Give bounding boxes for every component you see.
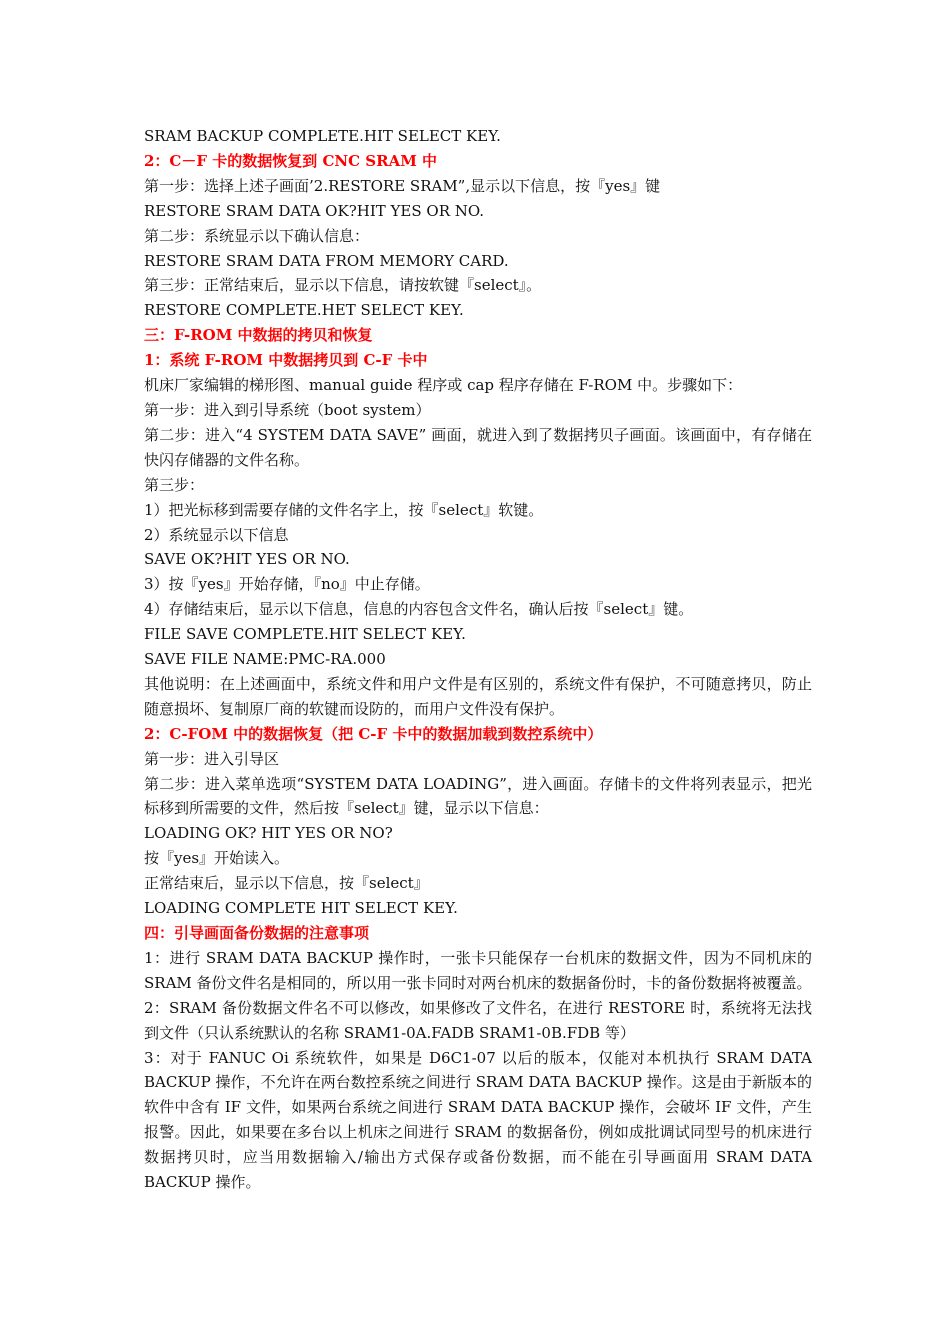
text-line: FILE SAVE COMPLETE.HIT SELECT KEY. [144,625,466,644]
text-line: SAVE FILE NAME:PMC-RA.000 [144,650,386,669]
text-line: 第一步：进入引导区 [144,749,280,768]
text-line: RESTORE COMPLETE.HET SELECT KEY. [144,301,464,320]
text-line: SRAM BACKUP COMPLETE.HIT SELECT KEY. [144,127,501,145]
text-line: 第一步：进入到引导系统（boot system） [144,400,431,419]
document-page [144,124,812,1195]
text-line: 4）存储结束后，显示以下信息，信息的内容包含文件名，确认后按『select』键。 [144,600,694,619]
text-line: LOADING COMPLETE HIT SELECT KEY. [144,899,458,918]
text-line: LOADING OK? HIT YES OR NO? [144,824,393,843]
section-heading: 四：引导画面备份数据的注意事项 [144,924,370,942]
paragraph: 第二步：进入菜单选项“SYSTEM DATA LOADING”，进入画面。存储卡的文件将列表显示，把光标移到所需要的文件，然后按『select』键，显示以下信息： [144,774,812,818]
paragraph: 2：SRAM 备份数据文件名不可以修改，如果修改了文件名，在进行 RESTORE 时，系统将无法找到文件（只认系统默认的名称 SRAM1-0A.FADB SRAM1-0B.FDB 等） [144,998,812,1042]
section-heading: 1：系统 F-ROM 中数据拷贝到 C-F 卡中 [144,351,428,370]
text-line: 1）把光标移到需要存储的文件名字上，按『select』软键。 [144,500,544,519]
section-heading: 2：C-FOM 中的数据恢复（把 C-F 卡中的数据加载到数控系统中） [144,724,603,743]
paragraph: 3：对于 FANUC Oi 系统软件，如果是 D6C1-07 以后的版本，仅能对本机执行 SRAM DATA BACKUP 操作，不允许在两台数控系统之间进行 SRAM DATA BACKUP 操作。这是由于新版本的软件中含有 IF 文件，如果两台系统之间进行 SRAM DATA BACKUP 操作，会破坏 IF 文件，产生报警。因此，如果要在多台以上机床之间进行 SRAM 的数据备份，例如成批调试同型号的机床进行数据拷贝时，应当用数据输入/输出方式保存或备份数据，而不能在引导画面用 SRAM DATA BACKUP 操作。 [144,1048,812,1192]
text-line: 第三步：正常结束后，显示以下信息，请按软键『select』。 [144,276,542,295]
text-line: 3）按『yes』开始存储，『no』中止存储。 [144,575,430,594]
text-line: SAVE OK?HIT YES OR NO. [144,550,350,569]
paragraph: 其他说明：在上述画面中，系统文件和用户文件是有区别的，系统文件有保护，不可随意拷贝，防止随意损坏、复制原厂商的软键而设防的，而用户文件没有保护。 [144,674,812,718]
text-line: 正常结束后，显示以下信息，按『select』 [144,874,429,893]
text-line: RESTORE SRAM DATA FROM MEMORY CARD. [144,251,509,270]
text-line: 第一步：选择上述子画面’2.RESTORE SRAM”,显示以下信息，按『yes』键 [144,176,661,195]
text-line: 机床厂家编辑的梯形图、manual guide 程序或 cap 程序存储在 F-ROM 中。步骤如下： [144,376,743,395]
text-line: 第三步： [144,475,205,494]
paragraph: 第二步：进入“4 SYSTEM DATA SAVE” 画面，就进入到了数据拷贝子画面。该画面中，有存储在快闪存储器的文件名称。 [144,425,812,469]
text-line: 第二步：系统显示以下确认信息： [144,226,370,245]
section-heading: 三：F-ROM 中数据的拷贝和恢复 [144,326,373,345]
paragraph: 1：进行 SRAM DATA BACKUP 操作时，一张卡只能保存一台机床的数据文件，因为不同机床的 SRAM 备份文件名是相同的，所以用一张卡同时对两台机床的数据备份时，卡的备份数据将被覆盖。 [144,948,812,992]
text-line: 2）系统显示以下信息 [144,525,289,544]
text-line: RESTORE SRAM DATA OK?HIT YES OR NO. [144,201,485,220]
section-heading: 2：C－F 卡的数据恢复到 CNC SRAM 中 [144,151,438,170]
text-line: 按『yes』开始读入。 [144,849,290,868]
